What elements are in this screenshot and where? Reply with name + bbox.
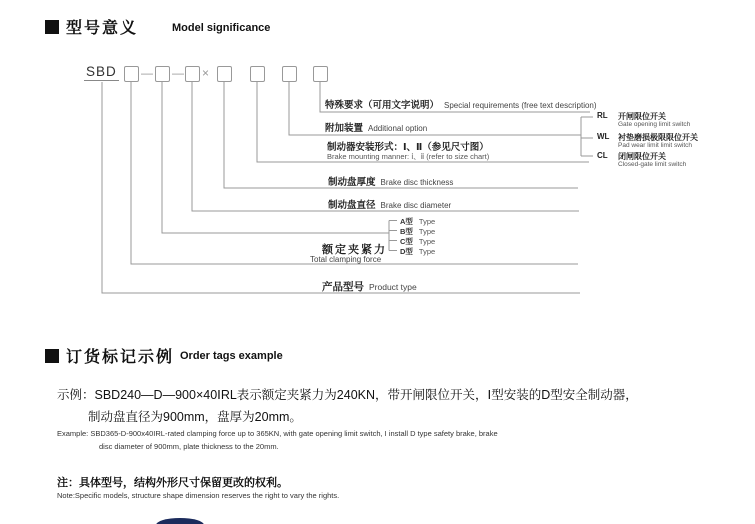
- label-disc-thickness-zh: 制动盘厚度: [328, 177, 376, 188]
- label-additional-option-en: Additional option: [368, 124, 428, 133]
- example-en-line1: Example: SBD365-D-900x40IRL-rated clamping force up to 365KN, with gate opening limit switch, I install D type safety brake, brake: [57, 429, 498, 438]
- note-zh: 注：具体型号，结构外形尺寸保留更改的权利。: [57, 477, 288, 489]
- type-a-en: Type: [418, 217, 436, 226]
- label-mounting-zh: 制动器安装形式：Ⅰ、Ⅱ（参见尺寸图）: [327, 142, 489, 153]
- option-rl-code: RL: [597, 111, 608, 120]
- label-special-requirements: [325, 97, 597, 111]
- label-special-requirements-zh: 特殊要求（可用文字说明）: [325, 100, 440, 111]
- label-product-type-en: Product type: [369, 282, 417, 292]
- model-box-mounting: [250, 66, 265, 82]
- example-zh-line2: 制动盘直径为900mm，盘厚为20mm。: [88, 410, 302, 424]
- type-row-d: [400, 246, 435, 257]
- option-cl-en: Closed-gate limit switch: [618, 161, 687, 168]
- option-wl-zh: 衬垫磨损极限限位开关: [618, 133, 698, 142]
- model-box-special-requirements: [313, 66, 328, 82]
- option-wl-code: WL: [597, 132, 610, 141]
- label-disc-diameter-zh: 制动盘直径: [328, 200, 376, 211]
- option-rl-zh: 开闸限位开关: [618, 112, 666, 121]
- label-disc-thickness: [328, 174, 453, 188]
- section2-title-en: Order tags example: [180, 350, 283, 362]
- type-a-zh: A型: [400, 217, 413, 226]
- label-special-requirements-en: Special requirements (free text description): [444, 101, 597, 110]
- option-cl-zh: 闭闸限位开关: [618, 152, 666, 161]
- model-prefix: SBD: [86, 64, 117, 79]
- section1-title-en: Model significance: [172, 22, 271, 34]
- label-product-type: [322, 279, 417, 294]
- section1-bullet-square: [45, 20, 59, 34]
- option-rl-en: Gate opening limit switch: [618, 121, 691, 128]
- label-mounting-en: Brake mounting manner: ⅰ、ⅱ (refer to size chart): [327, 152, 490, 161]
- option-wl-en: Pad wear limit limit switch: [618, 142, 693, 149]
- label-clamping-force-en: Total clamping force: [310, 255, 382, 264]
- section2-title-zh: 订货标记示例: [66, 349, 175, 366]
- example-en-line2: disc diameter of 900mm, plate thickness to the 20mm.: [99, 442, 279, 451]
- label-disc-diameter-en: Brake disc diameter: [380, 201, 452, 210]
- type-d-zh: D型: [400, 247, 413, 256]
- type-d-en: Type: [418, 247, 436, 256]
- model-separator-dash-2: —: [172, 66, 184, 80]
- label-additional-option: [325, 120, 427, 134]
- model-box-clamping-force: [124, 66, 139, 82]
- model-separator-times: ×: [202, 66, 210, 80]
- type-b-zh: B型: [400, 227, 413, 236]
- type-c-zh: C型: [400, 237, 413, 246]
- model-separator-dash-1: —: [141, 66, 153, 80]
- label-additional-option-zh: 附加装置: [325, 123, 364, 134]
- label-clamping-force-zh: 额定夹紧力: [322, 244, 387, 256]
- label-disc-diameter: [328, 197, 451, 211]
- model-box-type: [155, 66, 170, 82]
- section1-title-zh: 型号意义: [66, 20, 139, 37]
- model-box-disc-diameter: [185, 66, 200, 82]
- type-c-en: Type: [418, 237, 436, 246]
- model-box-additional-option: [282, 66, 297, 82]
- option-cl-code: CL: [597, 151, 608, 160]
- type-b-en: Type: [418, 227, 436, 236]
- model-box-disc-thickness: [217, 66, 232, 82]
- section2-bullet-square: [45, 349, 59, 363]
- label-disc-thickness-en: Brake disc thickness: [380, 178, 454, 187]
- label-product-type-zh: 产品型号: [322, 281, 364, 293]
- note-en: Note:Specific models, structure shape dimension reserves the right to vary the rights.: [57, 491, 340, 500]
- example-zh-line1: 示例：SBD240—D—900×40ⅠRL表示额定夹紧力为240KN，带开闸限位开关，Ⅰ型安装的D型安全制动器，: [57, 388, 638, 402]
